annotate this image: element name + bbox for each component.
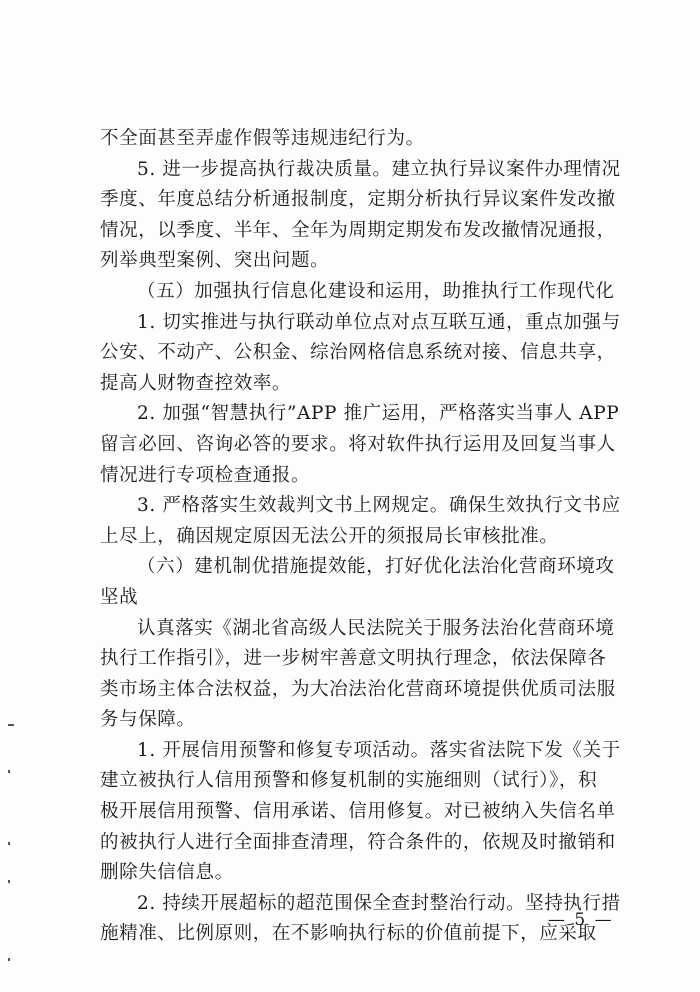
text-line: 季度、年度总结分析通报制度，定期分析执行异议案件发改撤 xyxy=(100,189,616,211)
margin-mark xyxy=(8,770,10,773)
text-line: 删除失信信息。 xyxy=(100,862,234,884)
text-line: 1. 开展信用预警和修复专项活动。落实省法院下发《关于 xyxy=(137,739,621,761)
text-line: 施精准、比例原则，在不影响执行标的价值前提下，应采取 xyxy=(100,923,597,945)
page-number: — 5 — xyxy=(548,910,614,930)
text-line: 公安、不动产、公积金、综治网格信息系统对接、信息共享， xyxy=(100,342,616,364)
margin-mark xyxy=(8,842,10,845)
text-line: 列举典型案例、突出问题。 xyxy=(100,250,330,272)
text-line: 建立被执行人信用预警和修复机制的实施细则（试行）》，积 xyxy=(100,770,598,792)
text-line: 执行工作指引》，进一步树牢善意文明执行理念，依法保障各 xyxy=(100,648,607,670)
margin-mark xyxy=(8,880,10,883)
text-line: 3. 严格落实生效裁判文书上网规定。确保生效执行文书应 xyxy=(137,495,621,517)
text-line: 5. 进一步提高执行裁决质量。建立执行异议案件办理情况 xyxy=(137,158,621,180)
margin-mark xyxy=(8,724,14,726)
text-line: （五）加强执行信息化建设和运用，助推执行工作现代化 xyxy=(137,280,615,302)
text-line: 认真落实《湖北省高级人民法院关于服务法治化营商环境 xyxy=(137,617,615,639)
text-line: 类市场主体合法权益，为大冶法治化营商环境提供优质司法服 xyxy=(100,678,616,700)
text-line: 2. 加强“智慧执行”APP 推广运用，严格落实当事人 APP xyxy=(137,403,620,425)
text-line: 的被执行人进行全面排查清理，符合条件的，依规及时撤销和 xyxy=(100,831,616,853)
text-line: 务与保障。 xyxy=(100,709,196,731)
text-line: 坚战 xyxy=(100,586,139,608)
text-line: 极开展信用预警、信用承诺、信用修复。对已被纳入失信名单 xyxy=(100,801,616,823)
text-line: 1. 切实推进与执行联动单位点对点互联互通，重点加强与 xyxy=(137,311,621,333)
text-line: （六）建机制优措施提效能，打好优化法治化营商环境攻 xyxy=(137,556,615,578)
text-line: 不全面甚至弄虚作假等违规违纪行为。 xyxy=(100,128,425,149)
text-line: 上尽上，确因规定原因无法公开的须报局长审核批准。 xyxy=(100,525,559,547)
text-line: 提高人财物查控效率。 xyxy=(100,372,292,394)
body-text xyxy=(100,124,620,950)
text-line: 情况进行专项检查通报。 xyxy=(100,464,311,486)
text-line: 留言必回、咨询必答的要求。将对软件执行运用及回复当事人 xyxy=(100,433,616,455)
margin-mark xyxy=(8,958,10,961)
text-line: 2. 持续开展超标的超范围保全查封整治行动。坚持执行措 xyxy=(137,892,621,914)
text-line: 情况，以季度、半年、全年为周期定期发布发改撤情况通报， xyxy=(100,219,616,241)
